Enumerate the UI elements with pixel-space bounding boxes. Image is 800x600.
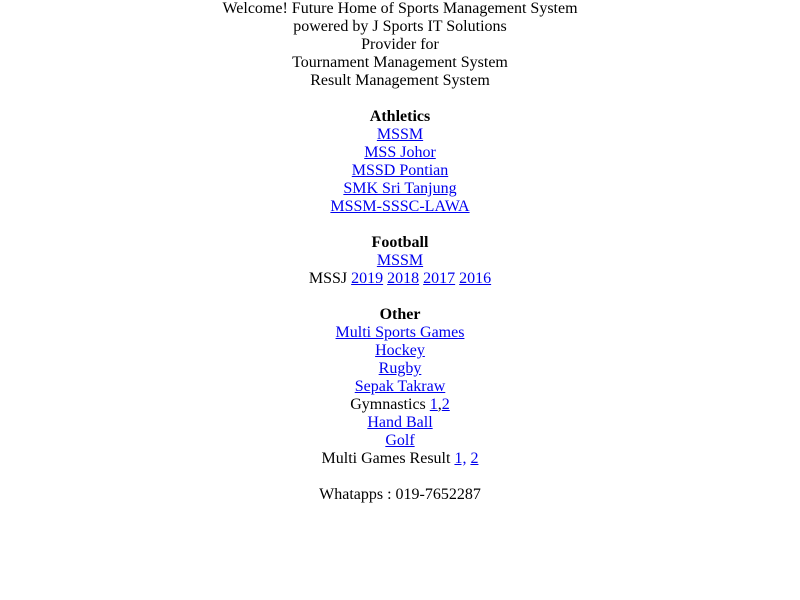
multi-games-result-link-1[interactable]: 1, — [454, 450, 467, 467]
mssj-label: MSSJ — [308, 270, 348, 287]
welcome-text: Welcome! Future Home of Sports Management System — [222, 0, 578, 17]
other-link-golf[interactable]: Golf — [385, 432, 415, 449]
athletics-link-mssm[interactable]: MSSM — [376, 126, 424, 143]
gymnastics-label: Gymnastics — [350, 396, 426, 413]
other-heading: Other — [379, 306, 421, 323]
multi-games-result-row — [0, 450, 800, 468]
athletics-link-mssm-sssc-lawa[interactable]: MSSM-SSSC-LAWA — [330, 198, 470, 215]
gymnastics-link-1[interactable]: 1 — [429, 396, 438, 413]
other-link-hand-ball[interactable]: Hand Ball — [367, 414, 433, 431]
spacer — [0, 288, 800, 306]
provider-for-text: Provider for — [361, 36, 439, 53]
mssj-link-2018[interactable]: 2018 — [387, 270, 420, 287]
other-link-rugby[interactable]: Rugby — [378, 360, 422, 377]
mssj-link-2019[interactable]: 2019 — [351, 270, 384, 287]
athletics-link-mssd-pontian[interactable]: MSSD Pontian — [351, 162, 449, 179]
tournament-system-text: Tournament Management System — [292, 54, 508, 71]
athletics-heading: Athletics — [369, 108, 431, 125]
multi-games-result-label: Multi Games Result — [321, 450, 451, 467]
gymnastics-row: Gymnastics 1,2 — [350, 396, 450, 413]
mssj-row — [0, 270, 800, 288]
mssj-link-2017[interactable]: 2017 — [423, 270, 456, 287]
result-system-text: Result Management System — [310, 72, 490, 89]
athletics-link-mss-johor[interactable]: MSS Johor — [364, 144, 436, 161]
football-link-mssm[interactable]: MSSM — [376, 252, 424, 269]
spacer — [0, 468, 800, 486]
multi-games-result-link-2[interactable]: 2 — [470, 450, 479, 467]
whatsapp-contact: Whatapps : 019-7652287 — [319, 486, 481, 503]
powered-by-text: powered by J Sports IT Solutions — [293, 18, 507, 35]
football-heading: Football — [371, 234, 429, 251]
athletics-link-smk-sri-tanjung[interactable]: SMK Sri Tanjung — [343, 180, 457, 197]
spacer — [0, 216, 800, 234]
other-link-multi-sports-games[interactable]: Multi Sports Games — [335, 324, 465, 341]
mssj-link-2016[interactable]: 2016 — [459, 270, 492, 287]
other-link-hockey[interactable]: Hockey — [375, 342, 425, 359]
gymnastics-link-2[interactable]: 2 — [441, 396, 450, 413]
other-link-sepak-takraw[interactable]: Sepak Takraw — [354, 378, 446, 395]
spacer — [0, 90, 800, 108]
